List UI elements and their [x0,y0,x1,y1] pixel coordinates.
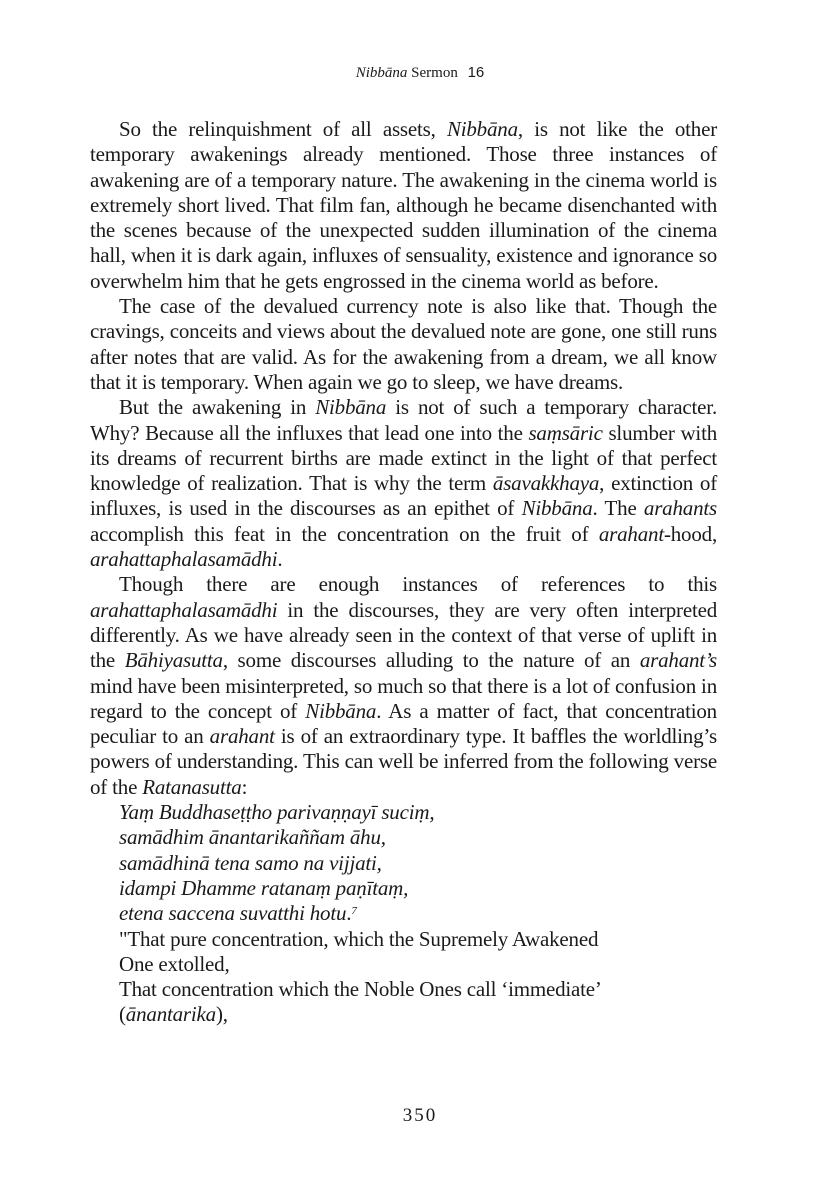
text-run: , some discourses alluding to the nature of an [222,648,640,673]
italic-term: arahant’s [639,648,717,673]
paren-open: ( [119,1002,126,1027]
paragraph-2 [90,294,717,395]
text-run: . [277,547,283,572]
verse-punct: . [346,901,352,926]
italic-term: saṃsāric [528,420,603,445]
italic-term: Nibbāna [521,496,593,521]
italic-term: arahants [643,496,717,521]
text-run: : [241,774,248,799]
italic-term: arahant [209,724,275,749]
paragraph-1 [90,117,717,294]
text-run: mind have been misinterpreted, so much so that there is a lot of confusion in regard to the concept of [90,673,717,723]
paragraph-4 [90,572,717,800]
sermon-number: 16 [467,64,485,81]
italic-term: Nibbāna [446,117,518,141]
text-run: -hood, [663,521,717,546]
text-run: . The [592,496,644,521]
text-run: , extinction of influxes, is used in the discourses as an epithet of [90,471,717,521]
text-run: is of an extraordinary type. It baffles the worldling’s powers of understanding. This can well be inferred from the following verse of the [90,724,717,799]
italic-term: arahant [598,521,664,546]
verse-line: Yaṃ Buddhaseṭṭho parivaṇṇayī suciṃ, [119,800,435,825]
translation-line: "That pure concentration, which the Supremely Awakened [119,926,599,951]
italic-term: Bāhiyasutta [124,648,223,673]
verse-line: samādhim ānantarikaññam āhu, [119,825,386,850]
paragraph-3 [90,395,717,572]
text-run: . As a matter of fact, that concentration peculiar to an [90,698,717,749]
verse-line-last [119,901,717,926]
verse-line: samādhinā tena samo na vijjati, [119,850,382,875]
verse-translation [90,927,717,1028]
text-run: , is not like the other temporary awakenings already mentioned. Those three instances of awakening are of a temporary nature. The awakening in the cinema world is extremely short lived. That film fan, although he became disenchanted with the scenes because of the unexpected sudden illumination of the cinema hall, when it is dark again, influxes of sensuality, existence and ignorance so overwhelm him that he gets engrossed in the cinema world as before. [90,117,717,293]
translation-line: That concentration which the Noble Ones call ‘immediate’ [119,977,602,1002]
italic-term: Nibbāna [315,395,387,420]
italic-term: Nibbāna [305,698,377,723]
text-run: The case of the devalued currency note is also like that. Though the cravings, conceits and views about the devalued note are gone, one still runs after notes that are valid. As for the awakening from a dream, we all know that it is temporary. When again we go to sleep, we have dreams. [90,294,717,394]
running-head-title: Sermon [411,65,458,81]
translation-line [119,1002,717,1027]
verse-line-text: etena saccena suvatthi hotu [119,901,347,926]
paren-close: ), [215,1002,228,1027]
italic-term: arahattaphalasamādhi [90,547,278,572]
pali-verse [90,800,717,926]
italic-term: arahattaphalasamādhi [90,597,278,622]
italic-term: āsavakkhaya [492,471,600,496]
text-run: in the discourses, they are very often interpreted differently. As we have already seen in the context of that verse of uplift in the [90,597,717,673]
italic-term: Ratanasutta [142,774,242,799]
text-run: is not of such a temporary character. Why? Because all the influxes that lead one into the [90,395,717,445]
text-run: Though there are enough instances of references to this [119,572,717,597]
body-text [90,117,717,1028]
verse-line: idampi Dhamme ratanaṃ paṇītaṃ, [119,875,409,900]
translation-term: ānantarika [125,1002,216,1027]
translation-line: One extolled, [119,951,230,976]
running-head [0,63,840,83]
footnote-reference[interactable]: 7 [351,905,357,918]
text-run: slumber with its dreams of recurrent births are made extinct in the light of that perfect knowledge of realization. That is why the term [90,420,717,496]
text-run: accomplish this feat in the concentration on the fruit of [90,521,599,546]
running-head-title-italic: Nibbāna [355,65,408,81]
page-number: 350 [402,1105,438,1126]
text-run: But the awakening in [119,395,316,420]
text-run: So the relinquishment of all assets, [119,117,447,141]
